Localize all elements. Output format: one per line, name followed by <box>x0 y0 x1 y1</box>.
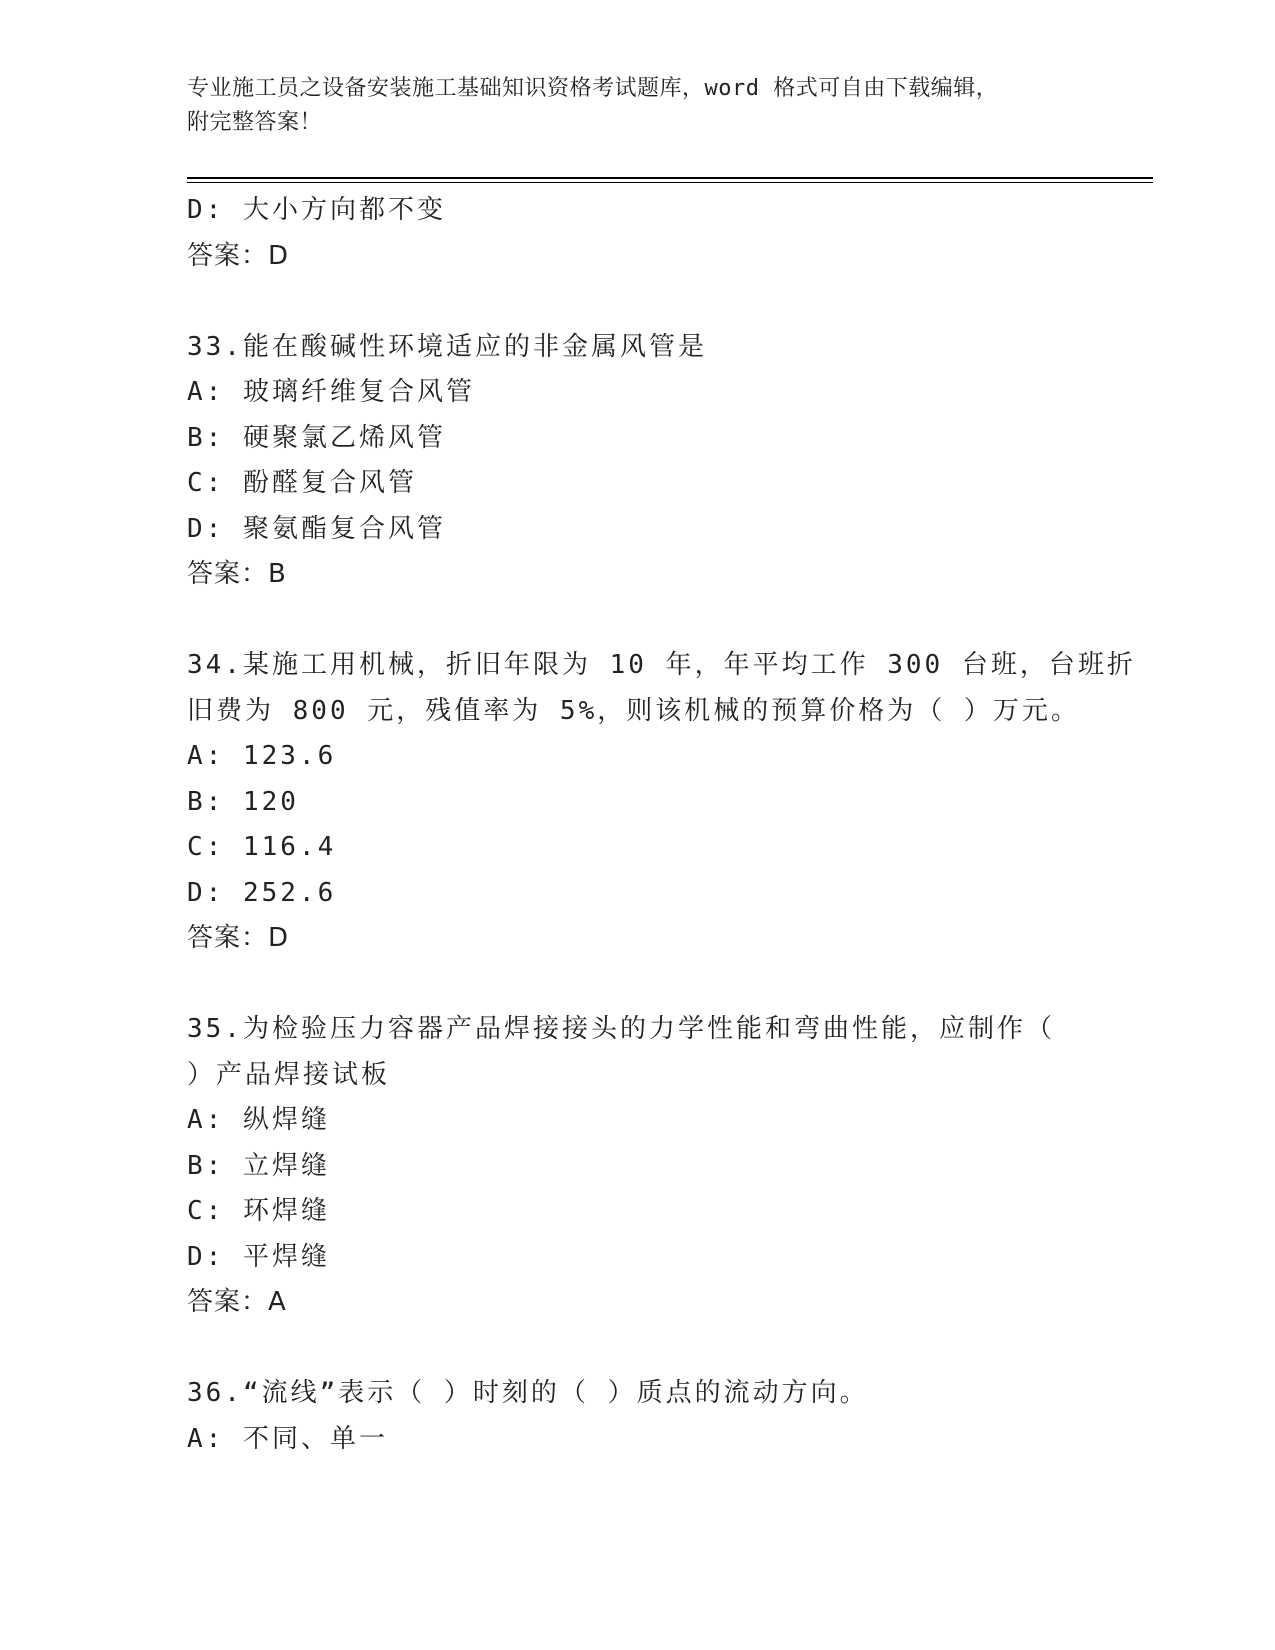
question-32-tail <box>187 188 1067 279</box>
option-a: A: 不同、单一 <box>187 1423 388 1454</box>
answer-line: 答案：B <box>187 559 287 589</box>
question-stem: 36.“流线”表示（ ）时刻的（ ）质点的流动方向。 <box>187 1378 869 1408</box>
option-d: D: 大小方向都不变 <box>187 195 446 225</box>
option-b: B: 立焊缝 <box>187 1150 330 1181</box>
question-stem-line-1: 35.为检验压力容器产品焊接接头的力学性能和弯曲性能，应制作（ <box>187 1014 1055 1044</box>
question-33 <box>187 325 1067 598</box>
question-stem: 33.能在酸碱性环境适应的非金属风管是 <box>187 331 707 362</box>
spacer <box>187 962 1067 1008</box>
spacer <box>187 598 1067 644</box>
option-c: C: 116.4 <box>187 832 337 862</box>
answer-line: 答案：D <box>187 923 290 953</box>
spacer <box>187 279 1067 325</box>
document-header <box>187 72 1087 140</box>
option-a: A: 纵焊缝 <box>187 1105 330 1135</box>
question-stem-line-2: ）产品焊接试板 <box>187 1059 391 1090</box>
header-divider-thick <box>187 177 1153 179</box>
option-d: D: 平焊缝 <box>187 1241 330 1272</box>
option-b: B: 120 <box>187 786 299 817</box>
header-divider-thin <box>187 182 1153 183</box>
header-line-1: 专业施工员之设备安装施工基础知识资格考试题库，word 格式可自由下载编辑， <box>187 76 999 101</box>
question-36 <box>187 1371 1067 1462</box>
answer-line: 答案：A <box>187 1287 287 1317</box>
answer-line: 答案：D <box>187 240 290 271</box>
option-c: C: 酚醛复合风管 <box>187 468 417 498</box>
question-stem-line-2: 旧费为 800 元，残值率为 5%，则该机械的预算价格为（ ）万元。 <box>187 695 1080 726</box>
question-stem-line-1: 34.某施工用机械，折旧年限为 10 年，年平均工作 300 台班，台班折 <box>187 650 1136 680</box>
question-34 <box>187 643 1136 962</box>
option-d: D: 聚氨酯复合风管 <box>187 513 446 544</box>
question-35 <box>187 1007 1067 1326</box>
header-line-2: 附完整答案！ <box>187 110 323 135</box>
spacer <box>187 1326 1067 1372</box>
option-b: B: 硬聚氯乙烯风管 <box>187 422 446 453</box>
option-d: D: 252.6 <box>187 877 337 908</box>
option-a: A: 玻璃纤维复合风管 <box>187 377 475 407</box>
option-a: A: 123.6 <box>187 741 337 771</box>
option-c: C: 环焊缝 <box>187 1196 330 1226</box>
question-list <box>187 188 1136 1462</box>
